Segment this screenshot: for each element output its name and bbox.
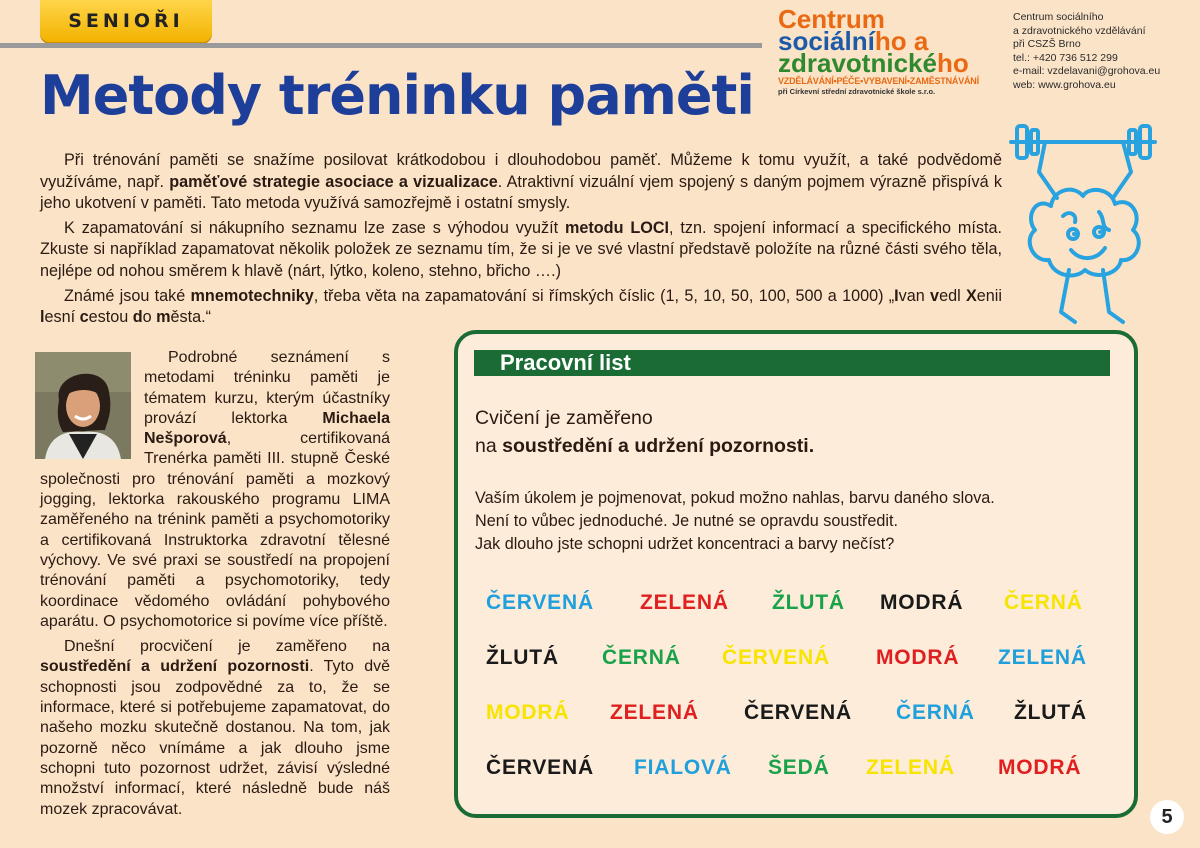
intro-paragraph-2 [40, 218, 1002, 283]
contact-email: e-mail: vzdelavani@grohova.eu [1013, 65, 1161, 77]
word-row [486, 701, 1110, 731]
emphasis: paměťové strategie asociace a vizualizace [169, 172, 498, 191]
color-word: ČERNÁ [1004, 591, 1083, 614]
emphasis: mnemotechniky [190, 286, 314, 305]
mnemonic-letter: m [156, 308, 171, 327]
logo-line-3b: ho [936, 48, 969, 78]
text: . Tyto dvě schopnosti jsou zodpovědné za to, že se informace, které si potřebujeme zapamatovat, do našeho mozku skutečně dostanou. Na tom, jak pozorně něco vnímáme a jak dlouho jsme schopni tuto pozornost udržet, závisí výsledné množství informací, které následně bude náš mozek zpracovávat. [40, 658, 391, 818]
text: , tzn. spojení informací a specifického místa. Zkuste si například zapamatovat několik položek ze seznamu tím, že si je ve své vlastní představě položíte na různé části svého těla, nejlépe od nohou směrem k hlavě (nárt, lýtko, koleno, stehno, břicho ….) [40, 218, 1002, 280]
mnemonic-letter: I [894, 286, 899, 305]
text: Známé jsou také [64, 286, 191, 305]
word-row [486, 756, 1110, 786]
contact-phone: tel.: +420 736 512 299 [1013, 51, 1118, 64]
logo-line-1: Centrum [778, 4, 885, 34]
logo-line-3a: zdravotnické [778, 48, 937, 78]
contact-block [1013, 11, 1193, 92]
word-row [486, 591, 1110, 621]
color-word: ZELENÁ [610, 701, 699, 724]
worksheet-heading: Pracovní list [474, 350, 1110, 376]
text: enii [976, 286, 1002, 305]
color-word: ZELENÁ [640, 591, 729, 614]
logo-line-3 [778, 48, 1000, 78]
worksheet-subtitle [475, 404, 1115, 460]
word-row [486, 646, 1110, 676]
contact-line: a zdravotnického vzdělávání [1013, 24, 1146, 37]
text: na [475, 435, 503, 457]
text: edl [939, 286, 966, 305]
section-tab: SENIOŘI [40, 0, 212, 42]
text: , třeba věta na zapamatování si římských číslic (1, 5, 10, 50, 100, 500 a 1000) „ [313, 286, 895, 305]
subtitle-line-2 [475, 432, 1115, 460]
logo-line-2b: ho a [874, 26, 929, 56]
emphasis: soustředění a udržení pozornosti. [502, 435, 815, 457]
text: . Atraktivní vizuální vjem spojený s daným pojmem výrazně přispívá k jeho ukotvení v paměti. Tato metoda využívá samozřejmě i ostatní smysly. [40, 172, 1002, 213]
intro-paragraph-3 [40, 286, 1002, 329]
contact-line: při CSZŠ Brno [1013, 38, 1081, 50]
instruction-line: Jak dlouho jste schopni udržet koncentraci a barvy nečíst? [475, 535, 895, 553]
text: esní [44, 308, 80, 327]
text: , certifikovaná Trenérka paměti III. stupně České společnosti pro trénování paměti a mozkový jogging, lektorka rakouského programu LIMA zaměřeného na trénink paměti a psychomotoriky a certifikovaná Instruktorka zdravotní tělesné výchovy. Ve své praxi se soustředí na propojení trénování paměti a psychomotoriky, tedy koordinace vědomého ovládání pohybového aparátu. O psychomotorice si povíme více příště. [40, 430, 390, 630]
mnemonic-letter: c [79, 308, 89, 327]
color-word: ŽLUTÁ [1014, 701, 1087, 724]
color-word: MODRÁ [486, 701, 570, 724]
page-title: Metody tréninku paměti [40, 64, 754, 127]
instruction-line: Vaším úkolem je pojmenovat, pokud možno nahlas, barvu daného slova. [475, 489, 995, 507]
text: van [898, 286, 931, 305]
logo [778, 4, 1000, 96]
intro-paragraph-1 [40, 150, 1002, 215]
mnemonic-letter: v [930, 286, 940, 305]
text: ěsta.“ [170, 308, 212, 327]
color-word: ČERVENÁ [722, 646, 830, 669]
page-number: 5 [1150, 800, 1184, 834]
color-word: MODRÁ [998, 756, 1082, 779]
color-word: ŠEDÁ [768, 756, 830, 779]
color-word: ČERNÁ [602, 646, 681, 669]
photo-spacer [40, 348, 144, 460]
color-word: ŽLUTÁ [486, 646, 559, 669]
text: Podrobné seznámení s metodami tréninku paměti je tématem kurzu, kterým účastníky provází lektorka [144, 349, 390, 427]
color-word: ZELENÁ [998, 646, 1087, 669]
color-word: MODRÁ [880, 591, 964, 614]
color-word: ZELENÁ [866, 756, 955, 779]
logo-tagline: VZDĚLÁVÁNÍ•PÉČE•VYBAVENÍ•ZAMĚSTNÁVÁNÍ [778, 76, 979, 86]
mnemonic-letter: d [132, 308, 143, 327]
lecturer-column [40, 348, 390, 825]
color-word: MODRÁ [876, 646, 960, 669]
brain-lifting-barbell-illustration [1005, 112, 1165, 332]
text: o [142, 308, 157, 327]
intro-text [40, 150, 1002, 332]
text: Dnešní procvičení je zaměřeno na [64, 638, 390, 656]
color-word: ČERVENÁ [486, 756, 594, 779]
mnemonic-letter: l [40, 308, 45, 327]
color-word: ŽLUTÁ [772, 591, 845, 614]
color-word: ČERNÁ [896, 701, 975, 724]
mnemonic-letter: X [965, 286, 977, 305]
emphasis: soustředění a udržení pozornosti [40, 658, 310, 676]
text: K zapamatování si nákupního seznamu lze zase s výhodou využít [64, 218, 565, 237]
text: estou [88, 308, 133, 327]
subtitle-line-1: Cvičení je zaměřeno [475, 407, 653, 429]
contact-line: Centrum sociálního [1013, 11, 1104, 23]
text: Při trénování paměti se snažíme posilovat krátkodobou i dlouhodobou paměť. Můžeme k tomu využít, a také podvědomě využíváme, např. [40, 151, 1002, 191]
contact-web: web: www.grohova.eu [1013, 78, 1116, 91]
instruction-line: Není to vůbec jednoduché. Je nutné se opravdu soustředit. [475, 512, 898, 530]
header-rule [0, 43, 762, 48]
column-paragraph-2 [40, 637, 390, 820]
logo-line-2a: sociální [778, 26, 875, 56]
logo-tagline-school: při Církevní střední zdravotnické škole s.r.o. [778, 87, 936, 96]
color-word: ČERVENÁ [486, 591, 594, 614]
worksheet-instructions [475, 487, 1115, 556]
emphasis: metodu LOCI [565, 218, 670, 237]
color-word: FIALOVÁ [634, 756, 732, 779]
lecturer-name: Michaela Nešporová [144, 409, 390, 448]
color-word: ČERVENÁ [744, 701, 852, 724]
